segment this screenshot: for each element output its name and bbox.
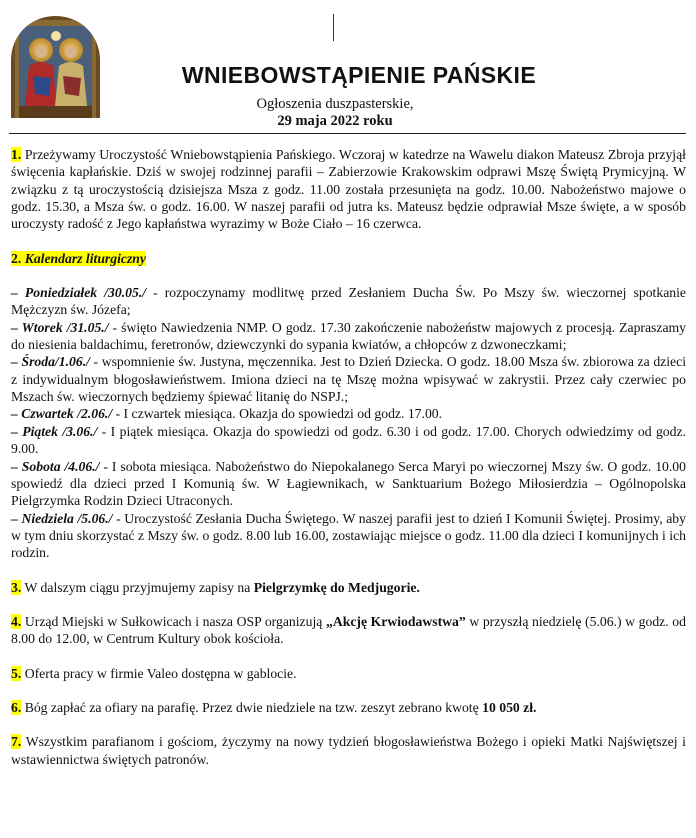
announcement-text: W dalszym ciągu przyjmujemy zapisy na bbox=[21, 579, 254, 595]
item-number: 5. bbox=[11, 665, 22, 681]
day-label: – Środa/1.06./ bbox=[11, 354, 90, 370]
announcement-text: Bóg zapłać za ofiary na parafię. Przez dwie niedziele na tzw. zeszyt zebrano kwotę bbox=[21, 699, 483, 715]
announcement-7 bbox=[11, 733, 686, 768]
header-vertical-line bbox=[333, 14, 334, 41]
day-text: - I piątek miesiąca. Okazja do spowiedzi od godz. 6.30 i od godz. 17.00. Chorych odwiedzimy od godz. 9.00. bbox=[11, 423, 686, 457]
day-text: - święto Nawiedzenia NMP. O godz. 17.30 zakończenie nabożeństw majowych z procesją. Zapraszamy do niesienia baldachimu, feretronów, dziewczynki do sypania kwiatów, a chłopców z dzwoneczkami; bbox=[11, 319, 687, 353]
announcement-date: 29 maja 2022 roku bbox=[277, 113, 393, 129]
day-text: - rozpoczynamy modlitwę przed Zesłaniem Ducha Św. Po Mszy św. wieczornej spotkanie Mężczyzn św. Józefa; bbox=[11, 285, 686, 318]
announcement-bold: „Akcję Krwiodawstwa” bbox=[325, 613, 466, 629]
announcement-5 bbox=[11, 665, 686, 682]
header-divider bbox=[9, 133, 686, 134]
calendar-day bbox=[11, 458, 686, 510]
announcement-text: Urząd Miejski w Sułkowicach i nasza OSP organizują bbox=[21, 613, 326, 629]
calendar-day bbox=[11, 405, 686, 422]
page-title: WNIEBOWSTĄPIENIE PAŃSKIE bbox=[181, 62, 537, 88]
announcement-text: Przeżywamy Uroczystość Wniebowstąpienia Pańskiego. Wczoraj w katedrze na Wawelu diakon Mateusz Zbroja przyjął święcenia kapłańskie. Dziś w swojej rodzinnej parafii – Zabierzowie Krakowskim odprawi Mszę Świętą Prymicyjną. W związku z tą uroczystością dzisiejsza Msza z godz. 11.00 została przesunięta na godz. 10.00. Nabożeństwo majowe o godz. 15.30, a Msza św. o godz. 16.00. W naszej parafii od jutra ks. Mateusz będzie odprawiał Msze święte, a w sposób uroczysty radość z Jego kapłaństwa wyrazimy w Boże Ciało – 16 czerwca. bbox=[11, 147, 686, 232]
announcement-bold: Pielgrzymkę do Medjugorie. bbox=[253, 579, 420, 595]
religious-icon-image bbox=[11, 16, 100, 118]
calendar-day bbox=[11, 284, 686, 319]
announcement-2-heading bbox=[11, 250, 686, 267]
announcement-text: Oferta pracy w firmie Valeo dostępna w gablocie. bbox=[21, 665, 297, 681]
day-text: - I sobota miesiąca. Nabożeństwo do Niepokalanego Serca Maryi po wieczornej Mszy św. O godz. 10.00 spowiedź dla dzieci przed I Komunią św. W Łagiewnikach, w Sanktuarium Bożego Miłosierdzia – Ogólnopolska Pielgrzymka Rodzin Dzieci Utraconych. bbox=[11, 458, 686, 509]
item-number: 3. bbox=[11, 579, 22, 595]
item-number: 1. bbox=[11, 147, 22, 162]
day-text: - wspomnienie św. Justyna, męczennika. Jest to Dzień Dziecka. O godz. 18.00 Msza św. zbiorowa za dzieci z indywidualnym błogosławieństwem. Imiona dzieci na tę Mszę można wpisywać w zakrystii. Przez cały czerwiec po Mszach św. wieczornych będziemy śpiewać litanię do NSPJ.; bbox=[11, 354, 686, 405]
announcement-3 bbox=[11, 579, 686, 596]
day-label: – Czwartek /2.06./ bbox=[11, 406, 113, 422]
announcement-text-cont: w przyszłą niedzielę (5.06.) w godz. od 8.00 do 12.00, w Centrum Kultury obok kościoła. bbox=[11, 613, 686, 647]
announcement-4 bbox=[11, 613, 686, 648]
day-text: - Uroczystość Zesłania Ducha Świętego. W naszej parafii jest to dzień I Komunii Świętej. Prosimy, aby w tym dniu skorzystać z Mszy św. o godz. 8.00 lub 16.00, zostawiając miejsce o godz. 11.00 dla dzieci I komunijnych i ich rodzin. bbox=[11, 510, 686, 561]
day-label: – Wtorek /31.05./ bbox=[11, 319, 109, 335]
calendar-day bbox=[11, 510, 686, 562]
item-number: 6. bbox=[11, 699, 22, 715]
subtitle-text: Ogłoszenia duszpasterskie, bbox=[256, 96, 414, 112]
calendar-heading-highlight bbox=[11, 251, 146, 266]
item-number: 4. bbox=[11, 613, 22, 629]
day-label: – Niedziela /5.06./ bbox=[11, 510, 113, 526]
calendar-day bbox=[11, 353, 686, 405]
page-subtitle bbox=[220, 96, 450, 130]
announcements-body bbox=[11, 146, 686, 768]
day-label: – Sobota /4.06./ bbox=[11, 458, 100, 474]
day-label: – Piątek /3.06./ bbox=[11, 423, 98, 439]
calendar-title: Kalendarz liturgiczny bbox=[24, 250, 146, 266]
announcement-1 bbox=[11, 146, 686, 233]
day-text: - I czwartek miesiąca. Okazja do spowiedzi od godz. 17.00. bbox=[112, 406, 443, 422]
announcement-6 bbox=[11, 699, 686, 716]
item-number: 7. bbox=[11, 734, 22, 750]
announcement-bold: 10 050 zł. bbox=[482, 699, 537, 715]
calendar-day bbox=[11, 423, 686, 458]
item-number: 2. bbox=[11, 250, 22, 266]
announcement-text: Wszystkim parafianom i gościom, życzymy na nowy tydzień błogosławieństwa Bożego i opieki Matki Najświętszej i wstawiennictwa świętych patronów. bbox=[11, 734, 686, 767]
day-label: – Poniedziałek /30.05./ bbox=[11, 285, 147, 301]
calendar-day bbox=[11, 319, 686, 354]
